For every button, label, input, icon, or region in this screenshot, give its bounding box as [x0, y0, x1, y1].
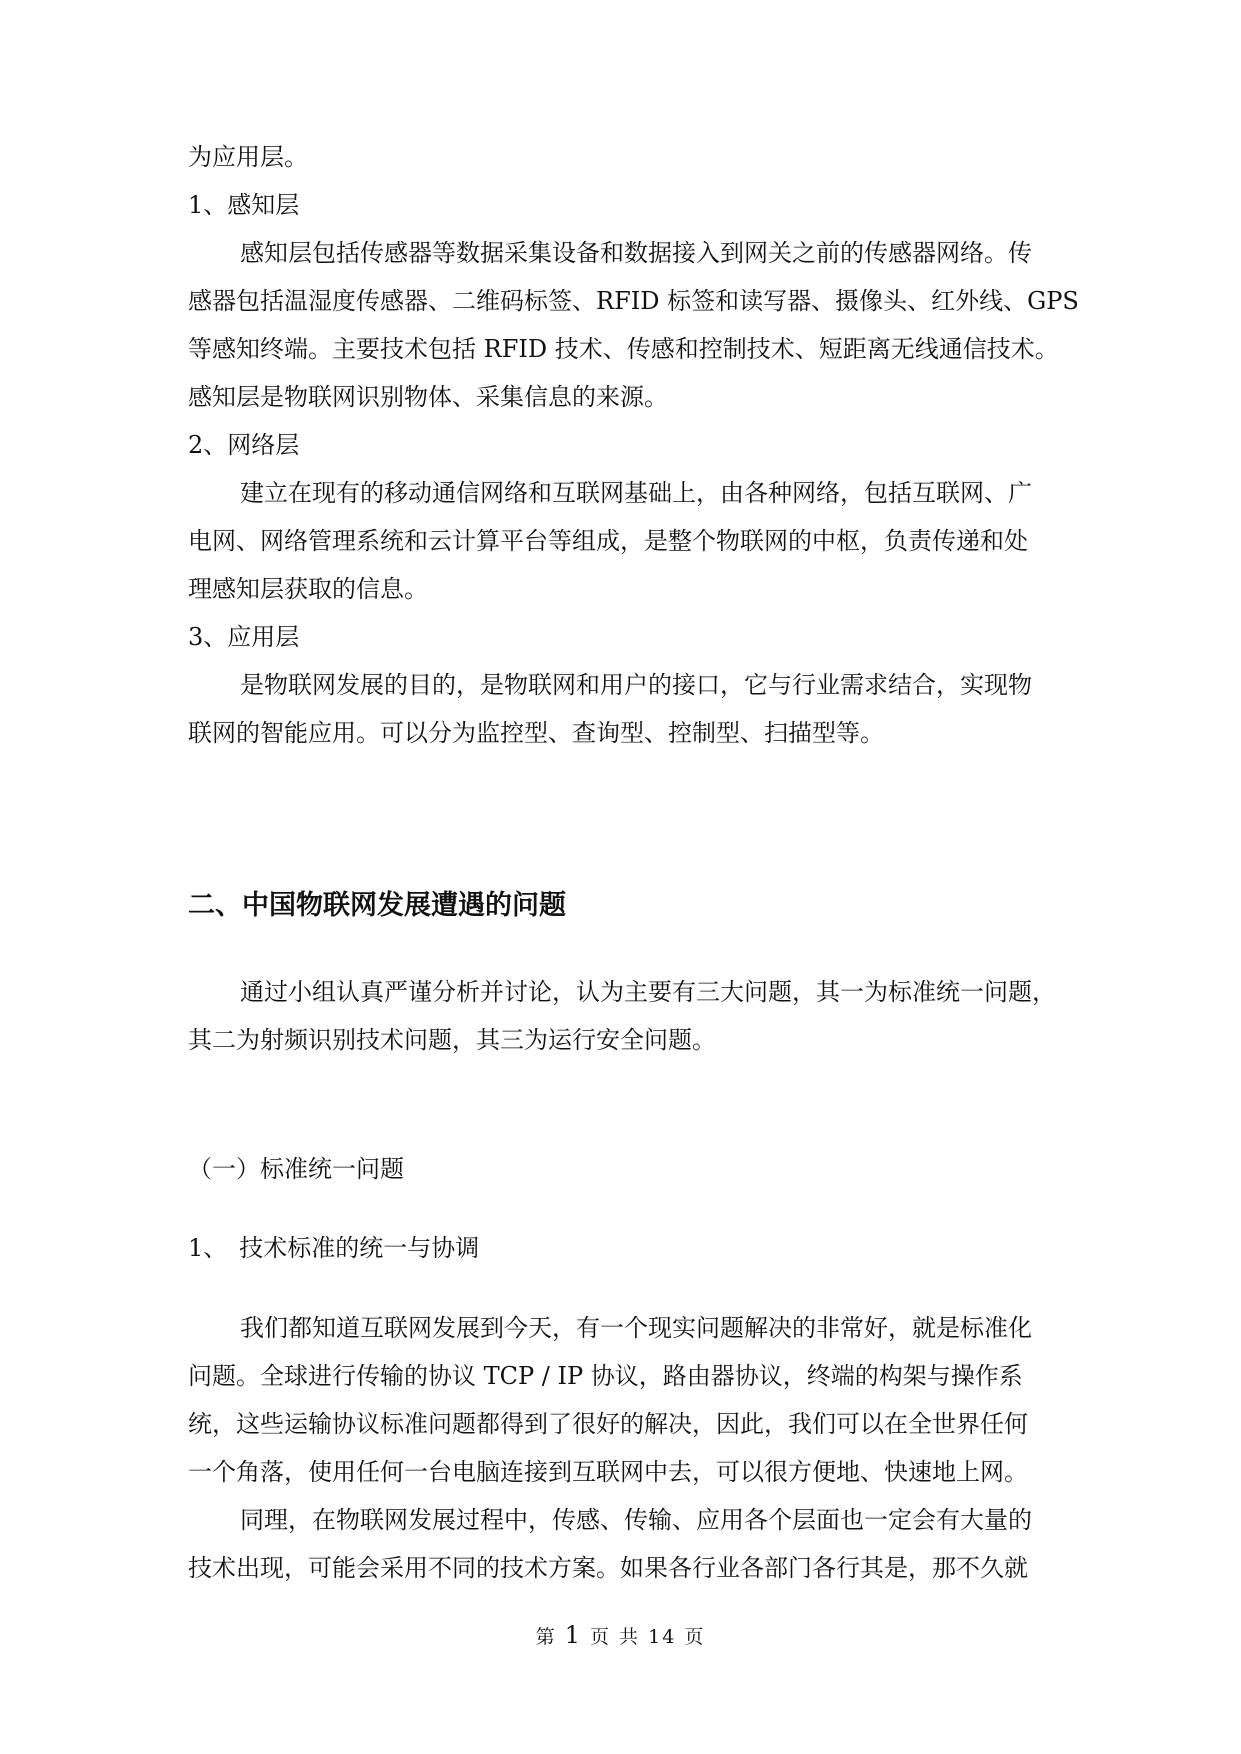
intro-section [188, 133, 1079, 757]
item-heading-text: 1、 技术标准的统一与协调 [188, 1234, 480, 1262]
list-heading-perception: 1、感知层 [188, 191, 300, 219]
body-line: 我们都知道互联网发展到今天，有一个现实问题解决的非常好，就是标准化 [240, 1314, 1032, 1342]
footer-middle: 页 共 [590, 1626, 641, 1648]
footer-suffix: 页 [684, 1626, 706, 1648]
body-line: 问题。全球进行传输的协议 TCP / IP 协议，路由器协议，终端的构架与操作系 [188, 1362, 1023, 1390]
body-line: 电网、网络管理系统和云计算平台等组成，是整个物联网的中枢，负责传递和处 [188, 527, 1028, 555]
footer-total-pages: 14 [648, 1626, 677, 1648]
body-line: 通过小组认真严谨分析并讨论，认为主要有三大问题，其一为标准统一问题， [240, 978, 1056, 1006]
body-line: 一个角落，使用任何一台电脑连接到互联网中去，可以很方便地、快速地上网。 [188, 1458, 1028, 1486]
subsection-heading [188, 1145, 1058, 1193]
body-line: 感知层包括传感器等数据采集设备和数据接入到网关之前的传感器网络。传 [240, 239, 1032, 267]
summary-paragraph [188, 968, 1058, 1064]
list-heading-network: 2、网络层 [188, 431, 300, 459]
body-line: 感知层是物联网识别物体、采集信息的来源。 [188, 383, 668, 411]
body-section [188, 1304, 1058, 1592]
body-line: 技术出现，可能会采用不同的技术方案。如果各行业各部门各行其是，那不久就 [188, 1554, 1028, 1582]
item-heading [188, 1224, 1058, 1272]
footer-prefix: 第 [535, 1626, 557, 1648]
body-line: 同理，在物联网发展过程中，传感、传输、应用各个层面也一定会有大量的 [240, 1506, 1032, 1534]
list-heading-application: 3、应用层 [188, 623, 300, 651]
body-line: 理感知层获取的信息。 [188, 575, 428, 603]
body-line: 等感知终端。主要技术包括 RFID 技术、传感和控制技术、短距离无线通信技术。 [188, 335, 1059, 363]
body-line: 联网的智能应用。可以分为监控型、查询型、控制型、扫描型等。 [188, 719, 884, 747]
page-footer [0, 1620, 1241, 1652]
body-line: 是物联网发展的目的，是物联网和用户的接口，它与行业需求结合，实现物 [240, 671, 1032, 699]
footer-page-number: 1 [564, 1621, 582, 1649]
subsection-heading-text: （一）标准统一问题 [188, 1155, 404, 1183]
body-line: 其二为射频识别技术问题，其三为运行安全问题。 [188, 1026, 716, 1054]
section-heading: 二、中国物联网发展遭遇的问题 [188, 890, 566, 921]
body-line: 感器包括温湿度传感器、二维码标签、RFID 标签和读写器、摄像头、红外线、GPS [188, 287, 1079, 315]
body-line: 为应用层。 [188, 143, 308, 171]
body-line: 建立在现有的移动通信网络和互联网基础上，由各种网络，包括互联网、广 [240, 479, 1032, 507]
body-line: 统，这些运输协议标准问题都得到了很好的解决，因此，我们可以在全世界任何 [188, 1410, 1028, 1438]
